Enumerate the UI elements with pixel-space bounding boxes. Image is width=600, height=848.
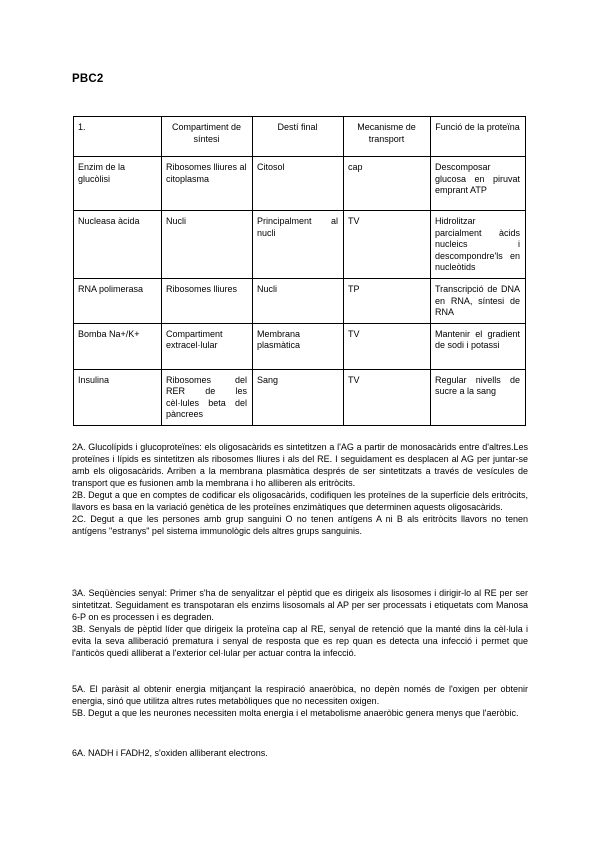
protein-table	[73, 116, 526, 426]
table-header-cell: 1.	[74, 117, 162, 157]
table-row	[74, 279, 526, 324]
table-cell: Ribosomes lliures al citoplasma	[162, 157, 253, 211]
table-cell: Ribosomes del RER de les cèl·lules beta del pàncrees	[162, 369, 253, 425]
table-cell: Regular nivells de sucre a la sang	[431, 369, 526, 425]
table-cell: Insulina	[74, 369, 162, 425]
table-cell: Nucli	[253, 279, 344, 324]
table-cell: TP	[344, 279, 431, 324]
table-cell: Ribosomes lliures	[162, 279, 253, 324]
answers-2	[72, 441, 528, 537]
table-cell: Transcripció de DNA en RNA, síntesi de RNA	[431, 279, 526, 324]
answer-6a: 6A. NADH i FADH2, s'oxiden alliberant electrons.	[72, 748, 268, 758]
table-row	[74, 157, 526, 211]
table-cell: Nucli	[162, 211, 253, 279]
table-row	[74, 211, 526, 279]
table-row	[74, 369, 526, 425]
table-cell: Sang	[253, 369, 344, 425]
answers-3	[72, 587, 528, 659]
page-title: PBC2	[72, 73, 104, 85]
table-cell: Membrana plasmàtica	[253, 323, 344, 369]
table-cell: TV	[344, 211, 431, 279]
table-cell: Bomba Na+/K+	[74, 323, 162, 369]
table-cell: Mantenir el gradient de sodi i potassi	[431, 323, 526, 369]
answer-5a: 5A. El paràsit al obtenir energia mitjançant la respiració anaeròbica, no depèn només de l'oxigen per obtenir energia, sinó que utilitza altres rutes metabòliques que no necessiten oxigen.	[72, 684, 528, 706]
table-row	[74, 323, 526, 369]
table-cell: Compartiment extracel·lular	[162, 323, 253, 369]
table-header-row	[74, 117, 526, 157]
answers-5	[72, 683, 528, 719]
table-header-cell: Funció de la proteïna	[431, 117, 526, 157]
answer-3b: 3B. Senyals de pèptid líder que dirigeix la proteïna cap al RE, senyal de retenció que la manté dins la cèl·lula i evita la seva alliberació prematura i senyal de resposta que es rep quan es detecta una infecció i permet que l'anticòs quedi alliberat a l'exterior cel·lular per actuar contra la infecció.	[72, 624, 528, 658]
table-header-cell: Mecanisme de transport	[344, 117, 431, 157]
table-cell: Descomposar glucosa en piruvat emprant ATP	[431, 157, 526, 211]
table-cell: RNA polimerasa	[74, 279, 162, 324]
table-cell: TV	[344, 369, 431, 425]
table-cell: Hidrolitzar parcialment àcids nucleics i descompondre'ls en nucleòtids	[431, 211, 526, 279]
table-cell: cap	[344, 157, 431, 211]
answer-2c: 2C. Degut a que les persones amb grup sanguini O no tenen antígens A ni B als eritròcits llavors no tenen antígens "estranys" pel sistema immunològic dels altres grups sanguinis.	[72, 514, 528, 536]
table-cell: Citosol	[253, 157, 344, 211]
table-cell: Nucleasa àcida	[74, 211, 162, 279]
table-header-cell: Compartiment de síntesi	[162, 117, 253, 157]
table-cell: TV	[344, 323, 431, 369]
answers-6	[72, 747, 528, 759]
table-header-cell: Destí final	[253, 117, 344, 157]
answer-5b: 5B. Degut a que les neurones necessiten molta energia i el metabolisme anaeròbic genera menys que l'aeròbic.	[72, 708, 519, 718]
table-cell: Principalment al nucli	[253, 211, 344, 279]
answer-2b: 2B. Degut a que en comptes de codificar els oligosacàrids, codifiquen les proteïnes de la superfície dels eritròcits, llavors es basa en la variació genètica de les proteïnes enzimàtiques que determinen aquests oligosacàrids.	[72, 490, 528, 512]
answer-2a: 2A. Glucolípids i glucoproteïnes: els oligosacàrids es sintetitzen a l'AG a partir de monosacàrids entre d'altres.Les proteïnes i lípids es sintetitzen als ribosomes lliures i als del RE. I seguidament es desplacen al AG per juntar-se amb els oligosacàrids. Arriben a la membrana plasmàtica després de ser sintetitzats a través de vesícules de transport que es fusionen amb la membrana i ho alliberen als eritròcits.	[72, 442, 528, 488]
table-cell: Enzim de la glucòlisi	[74, 157, 162, 211]
answer-3a: 3A. Seqüències senyal: Primer s'ha de senyalitzar el pèptid que es dirigeix als lisosomes i dirigir-lo al RE per ser sintetitzat. Seguidament es transpotaran els enzims lisosomals al AP per ser processats i etiquetats com Manosa 6-P on es processen i es degraden.	[72, 588, 528, 622]
